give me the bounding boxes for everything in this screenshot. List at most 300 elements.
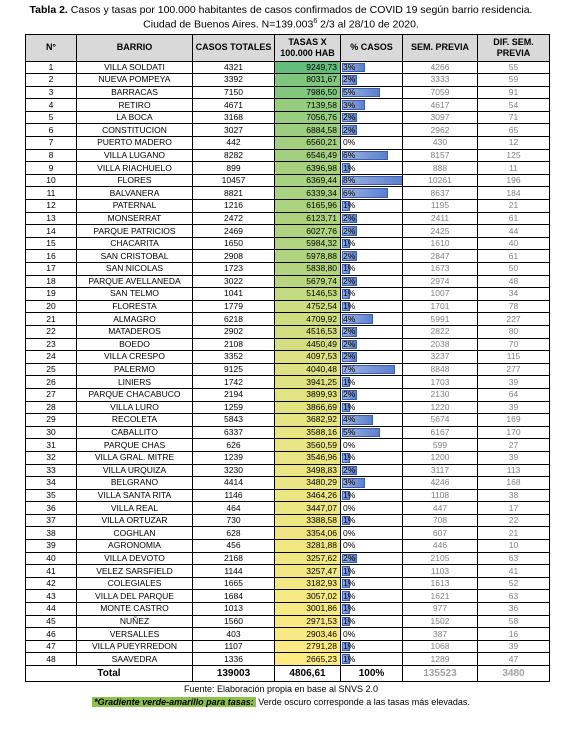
cell-barrio: ALMAGRO — [77, 313, 193, 326]
cell-n: 45 — [26, 615, 77, 628]
cell-n: 31 — [26, 439, 77, 452]
cell-tasa: 5978,88 — [275, 250, 341, 263]
table-row — [26, 653, 550, 666]
cell-pct — [341, 313, 403, 326]
total-tasa: 4806,61 — [275, 666, 341, 682]
cell-dif: 22 — [478, 514, 550, 527]
cell-prev: 3237 — [403, 351, 478, 364]
cell-prev: 447 — [403, 502, 478, 515]
cell-barrio: COGHLAN — [77, 527, 193, 540]
cell-pct — [341, 325, 403, 338]
cell-barrio: PARQUE CHAS — [77, 439, 193, 452]
cell-dif: 52 — [478, 577, 550, 590]
header-barrio: BARRIO — [77, 34, 193, 61]
pct-value: 1% — [343, 489, 356, 500]
pct-value: 0% — [343, 527, 356, 538]
cell-n: 19 — [26, 288, 77, 301]
table-row — [26, 275, 550, 288]
table-row — [26, 514, 550, 527]
cell-barrio: VILLA LURO — [77, 401, 193, 414]
cell-dif: 277 — [478, 363, 550, 376]
cell-barrio: VILLA REAL — [77, 502, 193, 515]
cell-dif: 12 — [478, 137, 550, 150]
cell-prev: 6167 — [403, 426, 478, 439]
cell-dif: 41 — [478, 565, 550, 578]
cell-casos: 9125 — [193, 363, 275, 376]
cell-tasa: 4450,49 — [275, 338, 341, 351]
cell-barrio: PARQUE CHACABUCO — [77, 388, 193, 401]
cell-barrio: VILLA ORTUZAR — [77, 514, 193, 527]
cell-casos: 442 — [193, 137, 275, 150]
covid-cases-table — [25, 34, 550, 683]
table-row — [26, 414, 550, 427]
cell-dif: 10 — [478, 540, 550, 553]
cell-dif: 61 — [478, 250, 550, 263]
cell-casos: 1107 — [193, 640, 275, 653]
cell-casos: 1041 — [193, 288, 275, 301]
cell-tasa: 3354,06 — [275, 527, 341, 540]
cell-dif: 115 — [478, 351, 550, 364]
cell-barrio: MONSERRAT — [77, 212, 193, 225]
cell-pct — [341, 250, 403, 263]
pct-value: 1% — [343, 615, 356, 626]
cell-casos: 4414 — [193, 477, 275, 490]
cell-casos: 456 — [193, 540, 275, 553]
cell-barrio: FLORESTA — [77, 300, 193, 313]
cell-dif: 38 — [478, 489, 550, 502]
cell-tasa: 3498,83 — [275, 464, 341, 477]
cell-tasa: 6560,21 — [275, 137, 341, 150]
cell-dif: 48 — [478, 275, 550, 288]
pct-value: 5% — [343, 427, 356, 438]
cell-casos: 1336 — [193, 653, 275, 666]
cell-barrio: PATERNAL — [77, 200, 193, 213]
pct-value: 1% — [343, 401, 356, 412]
cell-barrio: CABALLITO — [77, 426, 193, 439]
cell-casos: 1684 — [193, 590, 275, 603]
cell-pct — [341, 99, 403, 112]
pct-value: 1% — [343, 653, 356, 664]
cell-casos: 1779 — [193, 300, 275, 313]
cell-barrio: MATADEROS — [77, 325, 193, 338]
cell-pct — [341, 640, 403, 653]
cell-n: 5 — [26, 111, 77, 124]
cell-pct — [341, 477, 403, 490]
cell-dif: 59 — [478, 74, 550, 87]
pct-value: 2% — [343, 74, 356, 85]
table-row — [26, 300, 550, 313]
pct-value: 1% — [343, 238, 356, 249]
table-row — [26, 313, 550, 326]
cell-tasa: 6396,98 — [275, 162, 341, 175]
cell-prev: 1068 — [403, 640, 478, 653]
cell-n: 33 — [26, 464, 77, 477]
pct-value: 1% — [343, 162, 356, 173]
cell-prev: 2974 — [403, 275, 478, 288]
cell-barrio: SAAVEDRA — [77, 653, 193, 666]
cell-pct — [341, 275, 403, 288]
cell-barrio: VILLA LUGANO — [77, 149, 193, 162]
table-row — [26, 325, 550, 338]
table-row — [26, 603, 550, 616]
cell-prev: 8637 — [403, 187, 478, 200]
table-row — [26, 187, 550, 200]
table-row — [26, 388, 550, 401]
header-dif: DIF. SEM. PREVIA — [478, 34, 550, 61]
total-pct: 100% — [341, 666, 403, 682]
cell-n: 28 — [26, 401, 77, 414]
cell-pct — [341, 628, 403, 641]
cell-n: 16 — [26, 250, 77, 263]
cell-pct — [341, 137, 403, 150]
cell-prev: 2962 — [403, 124, 478, 137]
cell-pct — [341, 401, 403, 414]
pct-value: 0% — [343, 439, 356, 450]
cell-dif: 17 — [478, 502, 550, 515]
cell-barrio: VERSALLES — [77, 628, 193, 641]
title-line2-rest: 2/3 al 28/10 de 2020. — [317, 18, 419, 31]
cell-barrio: CONSTITUCION — [77, 124, 193, 137]
cell-n: 11 — [26, 187, 77, 200]
cell-pct — [341, 653, 403, 666]
cell-prev: 1502 — [403, 615, 478, 628]
table-row — [26, 426, 550, 439]
table-row — [26, 376, 550, 389]
table-row — [26, 351, 550, 364]
cell-pct — [341, 124, 403, 137]
cell-tasa: 7056,76 — [275, 111, 341, 124]
pct-value: 5% — [343, 86, 356, 97]
pct-value: 1% — [343, 565, 356, 576]
cell-pct — [341, 212, 403, 225]
cell-dif: 27 — [478, 439, 550, 452]
cell-prev: 7059 — [403, 86, 478, 99]
cell-barrio: BALVANERA — [77, 187, 193, 200]
cell-casos: 7150 — [193, 86, 275, 99]
cell-barrio: BARRACAS — [77, 86, 193, 99]
cell-tasa: 3866,69 — [275, 401, 341, 414]
cell-barrio: VILLA DEL PARQUE — [77, 590, 193, 603]
table-row — [26, 250, 550, 263]
cell-casos: 4671 — [193, 99, 275, 112]
table-row — [26, 477, 550, 490]
cell-prev: 8848 — [403, 363, 478, 376]
table-row — [26, 565, 550, 578]
pct-value: 0% — [343, 540, 356, 551]
cell-casos: 403 — [193, 628, 275, 641]
cell-prev: 888 — [403, 162, 478, 175]
cell-pct — [341, 414, 403, 427]
cell-dif: 196 — [478, 174, 550, 187]
cell-dif: 58 — [478, 615, 550, 628]
cell-dif: 54 — [478, 99, 550, 112]
cell-tasa: 3257,62 — [275, 552, 341, 565]
cell-barrio: LINIERS — [77, 376, 193, 389]
cell-prev: 5674 — [403, 414, 478, 427]
cell-prev: 1220 — [403, 401, 478, 414]
cell-prev: 2847 — [403, 250, 478, 263]
pct-value: 2% — [343, 275, 356, 286]
cell-prev: 607 — [403, 527, 478, 540]
cell-tasa: 2971,53 — [275, 615, 341, 628]
cell-n: 18 — [26, 275, 77, 288]
cell-dif: 39 — [478, 401, 550, 414]
header-sem-previa: SEM. PREVIA — [403, 34, 478, 61]
cell-n: 17 — [26, 263, 77, 276]
cell-dif: 44 — [478, 225, 550, 238]
cell-casos: 4321 — [193, 61, 275, 74]
cell-casos: 8282 — [193, 149, 275, 162]
cell-prev: 5991 — [403, 313, 478, 326]
table-row — [26, 577, 550, 590]
cell-prev: 708 — [403, 514, 478, 527]
cell-tasa: 4752,54 — [275, 300, 341, 313]
cell-n: 43 — [26, 590, 77, 603]
cell-casos: 626 — [193, 439, 275, 452]
cell-pct — [341, 388, 403, 401]
cell-n: 24 — [26, 351, 77, 364]
cell-tasa: 3682,92 — [275, 414, 341, 427]
cell-casos: 2902 — [193, 325, 275, 338]
cell-barrio: VILLA SANTA RITA — [77, 489, 193, 502]
pct-value: 2% — [343, 351, 356, 362]
cell-tasa: 4709,92 — [275, 313, 341, 326]
cell-tasa: 3464,26 — [275, 489, 341, 502]
cell-n: 40 — [26, 552, 77, 565]
cell-barrio: VILLA GRAL. MITRE — [77, 451, 193, 464]
cell-pct — [341, 149, 403, 162]
table-row — [26, 590, 550, 603]
title-text: Casos y tasas por 100.000 habitantes de casos confirmados de COVID 19 según barrio residencia. — [67, 4, 533, 16]
pct-value: 1% — [343, 288, 356, 299]
cell-dif: 16 — [478, 628, 550, 641]
pct-value: 2% — [343, 225, 356, 236]
cell-casos: 1013 — [193, 603, 275, 616]
cell-tasa: 5984,32 — [275, 237, 341, 250]
pct-value: 1% — [343, 641, 356, 652]
cell-barrio: NUEVA POMPEYA — [77, 74, 193, 87]
cell-n: 48 — [26, 653, 77, 666]
cell-dif: 55 — [478, 61, 550, 74]
cell-dif: 21 — [478, 527, 550, 540]
table-body — [26, 61, 550, 666]
cell-dif: 78 — [478, 300, 550, 313]
cell-barrio: PUERTO MADERO — [77, 137, 193, 150]
cell-n: 10 — [26, 174, 77, 187]
pct-value: 1% — [343, 452, 356, 463]
cell-casos: 1665 — [193, 577, 275, 590]
cell-barrio: NUÑEZ — [77, 615, 193, 628]
cell-pct — [341, 590, 403, 603]
cell-n: 6 — [26, 124, 77, 137]
table-row — [26, 338, 550, 351]
cell-tasa: 5679,74 — [275, 275, 341, 288]
cell-tasa: 6369,44 — [275, 174, 341, 187]
cell-pct — [341, 464, 403, 477]
cell-pct — [341, 376, 403, 389]
cell-dif: 34 — [478, 288, 550, 301]
cell-casos: 1723 — [193, 263, 275, 276]
cell-casos: 3022 — [193, 275, 275, 288]
cell-pct — [341, 288, 403, 301]
cell-tasa: 4040,48 — [275, 363, 341, 376]
cell-prev: 1673 — [403, 263, 478, 276]
cell-prev: 3097 — [403, 111, 478, 124]
pct-value: 2% — [343, 389, 356, 400]
cell-casos: 628 — [193, 527, 275, 540]
cell-dif: 168 — [478, 477, 550, 490]
header-tasas: TASAS X 100.000 HAB — [275, 34, 341, 61]
table-row — [26, 162, 550, 175]
header-casos: CASOS TOTALES — [193, 34, 275, 61]
table-row — [26, 288, 550, 301]
pct-value: 1% — [343, 603, 356, 614]
cell-casos: 2194 — [193, 388, 275, 401]
cell-casos: 1216 — [193, 200, 275, 213]
cell-casos: 1146 — [193, 489, 275, 502]
cell-n: 14 — [26, 225, 77, 238]
total-dif: 3480 — [478, 666, 550, 682]
cell-tasa: 3447,07 — [275, 502, 341, 515]
cell-pct — [341, 451, 403, 464]
cell-dif: 227 — [478, 313, 550, 326]
header-row — [26, 34, 550, 61]
table-row — [26, 489, 550, 502]
cell-n: 44 — [26, 603, 77, 616]
cell-casos: 1259 — [193, 401, 275, 414]
table-row — [26, 263, 550, 276]
cell-dif: 39 — [478, 640, 550, 653]
table-row — [26, 363, 550, 376]
cell-n: 29 — [26, 414, 77, 427]
pct-value: 0% — [343, 137, 356, 148]
cell-dif: 70 — [478, 338, 550, 351]
total-casos: 139003 — [193, 666, 275, 682]
pct-value: 7% — [343, 364, 356, 375]
cell-prev: 1200 — [403, 451, 478, 464]
cell-n: 26 — [26, 376, 77, 389]
cell-dif: 50 — [478, 263, 550, 276]
pct-value: 2% — [343, 552, 356, 563]
cell-tasa: 4097,53 — [275, 351, 341, 364]
cell-barrio: RECOLETA — [77, 414, 193, 427]
cell-casos: 2469 — [193, 225, 275, 238]
cell-tasa: 3480,29 — [275, 477, 341, 490]
cell-barrio: PALERMO — [77, 363, 193, 376]
cell-casos: 899 — [193, 162, 275, 175]
cell-pct — [341, 565, 403, 578]
cell-tasa: 9249,73 — [275, 61, 341, 74]
pct-value: 8% — [343, 175, 356, 186]
table-row — [26, 99, 550, 112]
gradient-note-highlight: *Gradiente verde-amarillo para tasas: — [94, 697, 254, 707]
cell-dif: 64 — [478, 388, 550, 401]
table-row — [26, 401, 550, 414]
cell-pct — [341, 502, 403, 515]
table-row — [26, 552, 550, 565]
cell-prev: 2411 — [403, 212, 478, 225]
table-row — [26, 174, 550, 187]
cell-pct — [341, 187, 403, 200]
pct-value: 3% — [343, 61, 356, 72]
cell-pct — [341, 439, 403, 452]
gradient-note-text: Verde oscuro corresponde a las tasas más elevadas. — [255, 697, 470, 707]
cell-tasa: 7986,50 — [275, 86, 341, 99]
cell-prev: 1613 — [403, 577, 478, 590]
cell-casos: 1560 — [193, 615, 275, 628]
cell-n: 38 — [26, 527, 77, 540]
cell-pct — [341, 540, 403, 553]
cell-casos: 3392 — [193, 74, 275, 87]
cell-barrio: COLEGIALES — [77, 577, 193, 590]
cell-n: 25 — [26, 363, 77, 376]
total-prev: 135523 — [403, 666, 478, 682]
cell-casos: 1239 — [193, 451, 275, 464]
cell-tasa: 2665,23 — [275, 653, 341, 666]
cell-dif: 125 — [478, 149, 550, 162]
cell-casos: 2472 — [193, 212, 275, 225]
cell-tasa: 6027,76 — [275, 225, 341, 238]
cell-n: 7 — [26, 137, 77, 150]
cell-tasa: 3941,25 — [275, 376, 341, 389]
cell-dif: 11 — [478, 162, 550, 175]
cell-pct — [341, 174, 403, 187]
pct-value: 1% — [343, 301, 356, 312]
cell-prev: 1103 — [403, 565, 478, 578]
cell-barrio: SAN CRISTOBAL — [77, 250, 193, 263]
cell-dif: 47 — [478, 653, 550, 666]
gradient-note — [0, 697, 562, 707]
cell-casos: 8821 — [193, 187, 275, 200]
cell-n: 42 — [26, 577, 77, 590]
pct-value: 1% — [343, 590, 356, 601]
cell-casos: 730 — [193, 514, 275, 527]
cell-casos: 464 — [193, 502, 275, 515]
cell-barrio: BOEDO — [77, 338, 193, 351]
cell-casos: 3352 — [193, 351, 275, 364]
cell-barrio: VILLA SOLDATI — [77, 61, 193, 74]
cell-casos: 2168 — [193, 552, 275, 565]
cell-dif: 36 — [478, 603, 550, 616]
cell-n: 9 — [26, 162, 77, 175]
cell-n: 47 — [26, 640, 77, 653]
cell-dif: 39 — [478, 451, 550, 464]
cell-n: 22 — [26, 325, 77, 338]
cell-dif: 21 — [478, 200, 550, 213]
pct-value: 2% — [343, 338, 356, 349]
table-row — [26, 200, 550, 213]
cell-casos: 3168 — [193, 111, 275, 124]
cell-prev: 10261 — [403, 174, 478, 187]
cell-dif: 91 — [478, 86, 550, 99]
cell-prev: 4617 — [403, 99, 478, 112]
total-row — [26, 666, 550, 682]
pct-value: 3% — [343, 477, 356, 488]
pct-value: 0% — [343, 628, 356, 639]
table-row — [26, 86, 550, 99]
pct-value: 2% — [343, 250, 356, 261]
cell-prev: 2105 — [403, 552, 478, 565]
pct-value: 2% — [343, 212, 356, 223]
cell-pct — [341, 300, 403, 313]
cell-barrio: VELEZ SARSFIELD — [77, 565, 193, 578]
cell-n: 34 — [26, 477, 77, 490]
pct-value: 0% — [343, 502, 356, 513]
cell-n: 23 — [26, 338, 77, 351]
cell-n: 27 — [26, 388, 77, 401]
cell-n: 15 — [26, 237, 77, 250]
pct-value: 2% — [343, 112, 356, 123]
